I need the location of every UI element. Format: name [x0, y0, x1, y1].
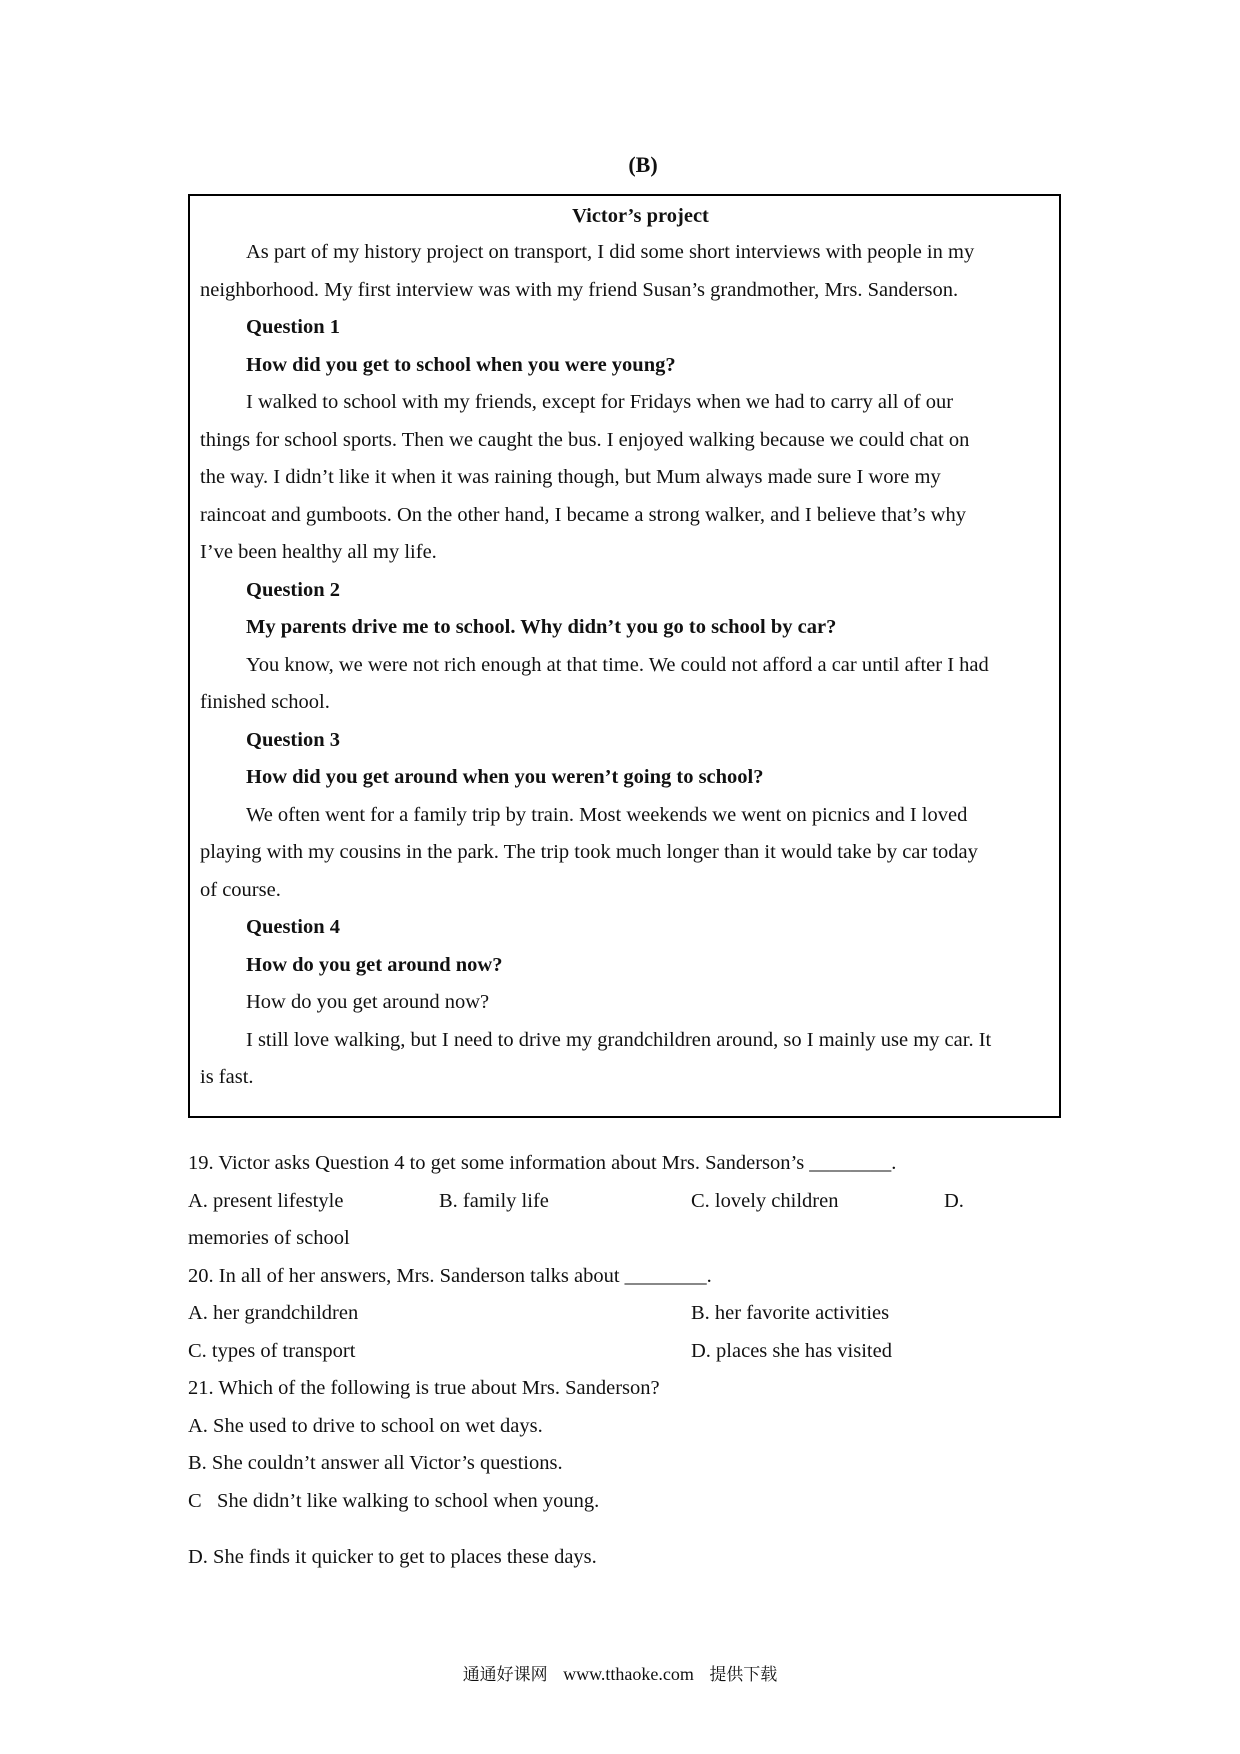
passage-line: the way. I didn’t like it when it was raining though, but Mum always made sure I wore my	[200, 466, 941, 488]
option-21-b: B. She couldn’t answer all Victor’s questions.	[188, 1452, 563, 1474]
passage-line: finished school.	[200, 691, 330, 713]
question-19-stem: 19. Victor asks Question 4 to get some information about Mrs. Sanderson’s ________.	[188, 1152, 897, 1174]
question-text: How did you get to school when you were young?	[246, 354, 676, 376]
passage-line: I still love walking, but I need to drive my grandchildren around, so I mainly use my car. It	[246, 1029, 992, 1051]
section-label: (B)	[628, 152, 658, 177]
passage-line: of course.	[200, 879, 281, 901]
option-19-c: C. lovely children	[691, 1190, 839, 1212]
passage-line: We often went for a family trip by train. Most weekends we went on picnics and I loved	[246, 804, 968, 826]
option-19-a: A. present lifestyle	[188, 1190, 344, 1212]
question-heading: Question 1	[246, 316, 340, 338]
footer-download-text: 提供下载	[709, 1665, 778, 1685]
question-heading: Question 4	[246, 916, 340, 938]
question-heading: Question 2	[246, 579, 340, 601]
passage-line: is fast.	[200, 1066, 254, 1088]
passage-line: I walked to school with my friends, except for Fridays when we had to carry all of our	[246, 391, 954, 413]
option-20-d: D. places she has visited	[691, 1340, 892, 1362]
passage-line: You know, we were not rich enough at that time. We could not afford a car until after I had	[246, 654, 989, 676]
option-21-c: C She didn’t like walking to school when young.	[188, 1490, 600, 1512]
question-text: How do you get around now?	[246, 954, 503, 976]
question-20-stem: 20. In all of her answers, Mrs. Sanderson talks about ________.	[188, 1265, 712, 1287]
passage-line: As part of my history project on transport, I did some short interviews with people in my	[246, 241, 975, 263]
option-21-d: D. She finds it quicker to get to places these days.	[188, 1546, 597, 1568]
question-heading: Question 3	[246, 729, 340, 751]
footer-site-name: 通通好课网	[462, 1665, 548, 1685]
option-21-a: A. She used to drive to school on wet days.	[188, 1415, 543, 1437]
option-20-c: C. types of transport	[188, 1340, 356, 1362]
passage-title: Victor’s project	[572, 205, 709, 227]
footer-url[interactable]: www.tthaoke.com	[563, 1664, 694, 1684]
passage-line: How do you get around now?	[246, 991, 490, 1013]
option-20-a: A. her grandchildren	[188, 1302, 359, 1324]
passage-line: I’ve been healthy all my life.	[200, 541, 437, 563]
question-text: My parents drive me to school. Why didn’t you go to school by car?	[246, 616, 837, 638]
passage-line: things for school sports. Then we caught the bus. I enjoyed walking because we could chat on	[200, 429, 970, 451]
option-19-d: D.	[944, 1190, 964, 1212]
passage-line: raincoat and gumboots. On the other hand, I became a strong walker, and I believe that’s why	[200, 504, 966, 526]
passage-line: neighborhood. My first interview was with my friend Susan’s grandmother, Mrs. Sanderson.	[200, 279, 959, 301]
option-19-b: B. family life	[439, 1190, 549, 1212]
option-19-d-text: memories of school	[188, 1227, 350, 1249]
question-text: How did you get around when you weren’t going to school?	[246, 766, 764, 788]
page-footer	[0, 1660, 1240, 1685]
passage-line: playing with my cousins in the park. The trip took much longer than it would take by car today	[200, 841, 978, 863]
option-20-b: B. her favorite activities	[691, 1302, 890, 1324]
question-21-stem: 21. Which of the following is true about Mrs. Sanderson?	[188, 1377, 660, 1399]
